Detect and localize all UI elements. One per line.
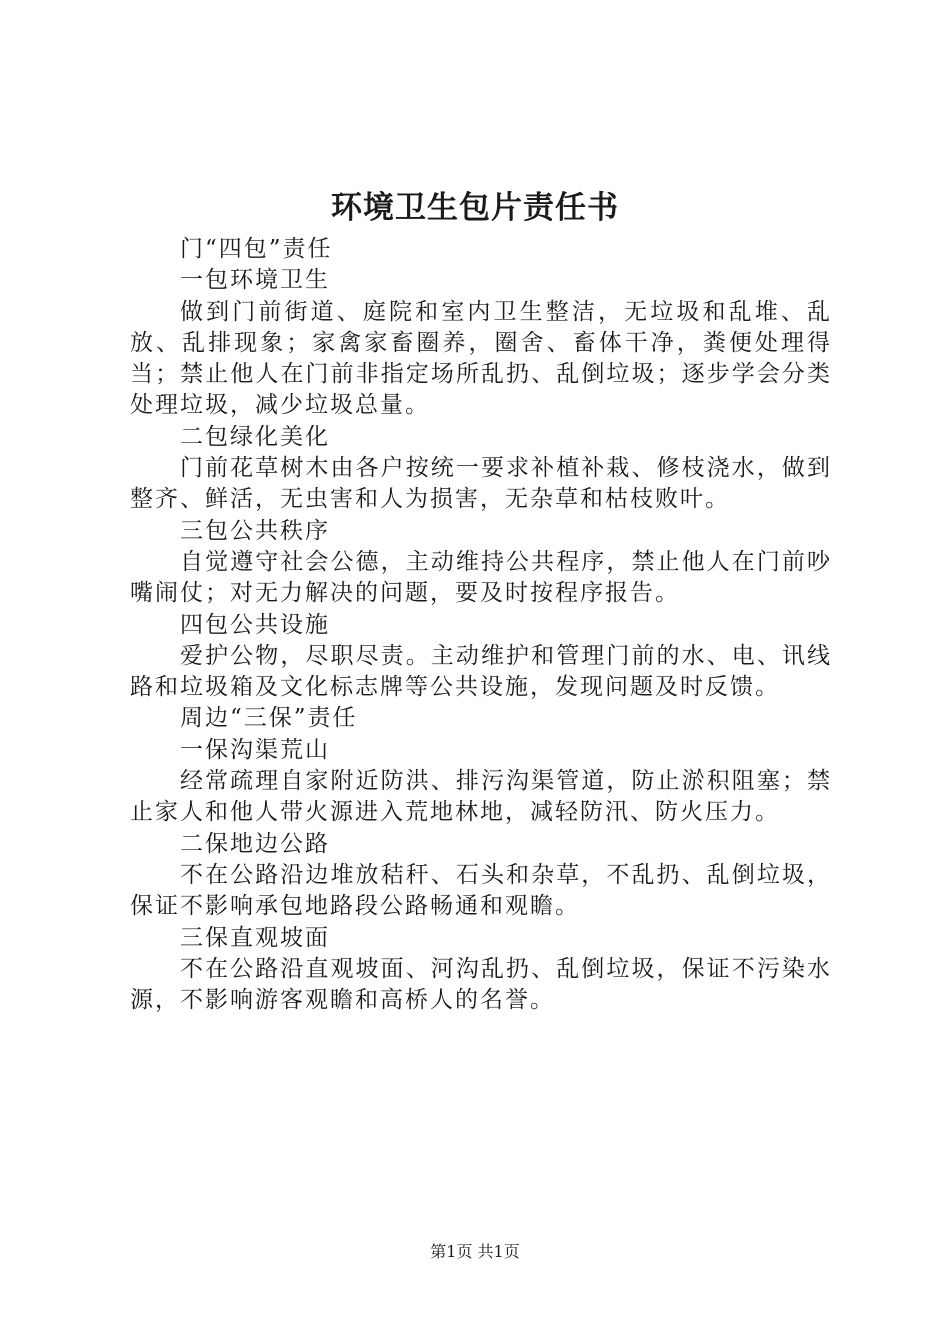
- subsection-heading: 四包公共设施: [180, 611, 330, 638]
- body-paragraph: 爱护公物，尽职尽责。主动维护和管理门前的水、电、讯线路和垃圾箱及文化标志牌等公共设施，发现问题及时反馈。: [130, 642, 832, 701]
- document-title: 环境卫生包片责任书: [331, 190, 619, 226]
- body-paragraph: 不在公路沿直观坡面、河沟乱扔、乱倒垃圾，保证不污染水源，不影响游客观瞻和高桥人的名誉。: [130, 955, 832, 1014]
- section-heading: 周边“三保”责任: [180, 705, 358, 732]
- body-paragraph: 门前花草树木由各户按统一要求补植补栽、修枝浇水，做到整齐、鲜活，无虫害和人为损害，无杂草和枯枝败叶。: [130, 455, 832, 513]
- subsection-heading: 三包公共秩序: [180, 517, 330, 544]
- subsection-heading: 一包环境卫生: [180, 267, 330, 294]
- body-paragraph: 做到门前街道、庭院和室内卫生整洁，无垃圾和乱堆、乱放、乱排现象；家禽家畜圈养，圈舍、畜体干净，粪便处理得当；禁止他人在门前非指定场所乱扔、乱倒垃圾；逐步学会分类处理垃圾，减少垃圾总量。: [130, 298, 832, 419]
- section-heading: 门“四包”责任: [180, 236, 333, 262]
- body-paragraph: 自觉遵守社会公德，主动维持公共程序，禁止他人在门前吵嘴闹仗；对无力解决的问题，要及时按程序报告。: [130, 548, 832, 607]
- body-paragraph: 经常疏理自家附近防洪、排污沟渠管道，防止淤积阻塞；禁止家人和他人带火源进入荒地林地，减轻防汛、防火压力。: [130, 768, 832, 826]
- body-paragraph: 不在公路沿边堆放秸秆、石头和杂草，不乱扔、乱倒垃圾，保证不影响承包地路段公路畅通和观瞻。: [130, 861, 832, 920]
- document-body: [130, 234, 832, 1016]
- subsection-heading: 二保地边公路: [180, 830, 330, 857]
- subsection-heading: 一保沟渠荒山: [180, 736, 330, 763]
- page-footer: 第1页 共1页: [430, 1242, 520, 1261]
- subsection-heading: 三保直观坡面: [180, 924, 330, 951]
- subsection-heading: 二包绿化美化: [180, 423, 330, 450]
